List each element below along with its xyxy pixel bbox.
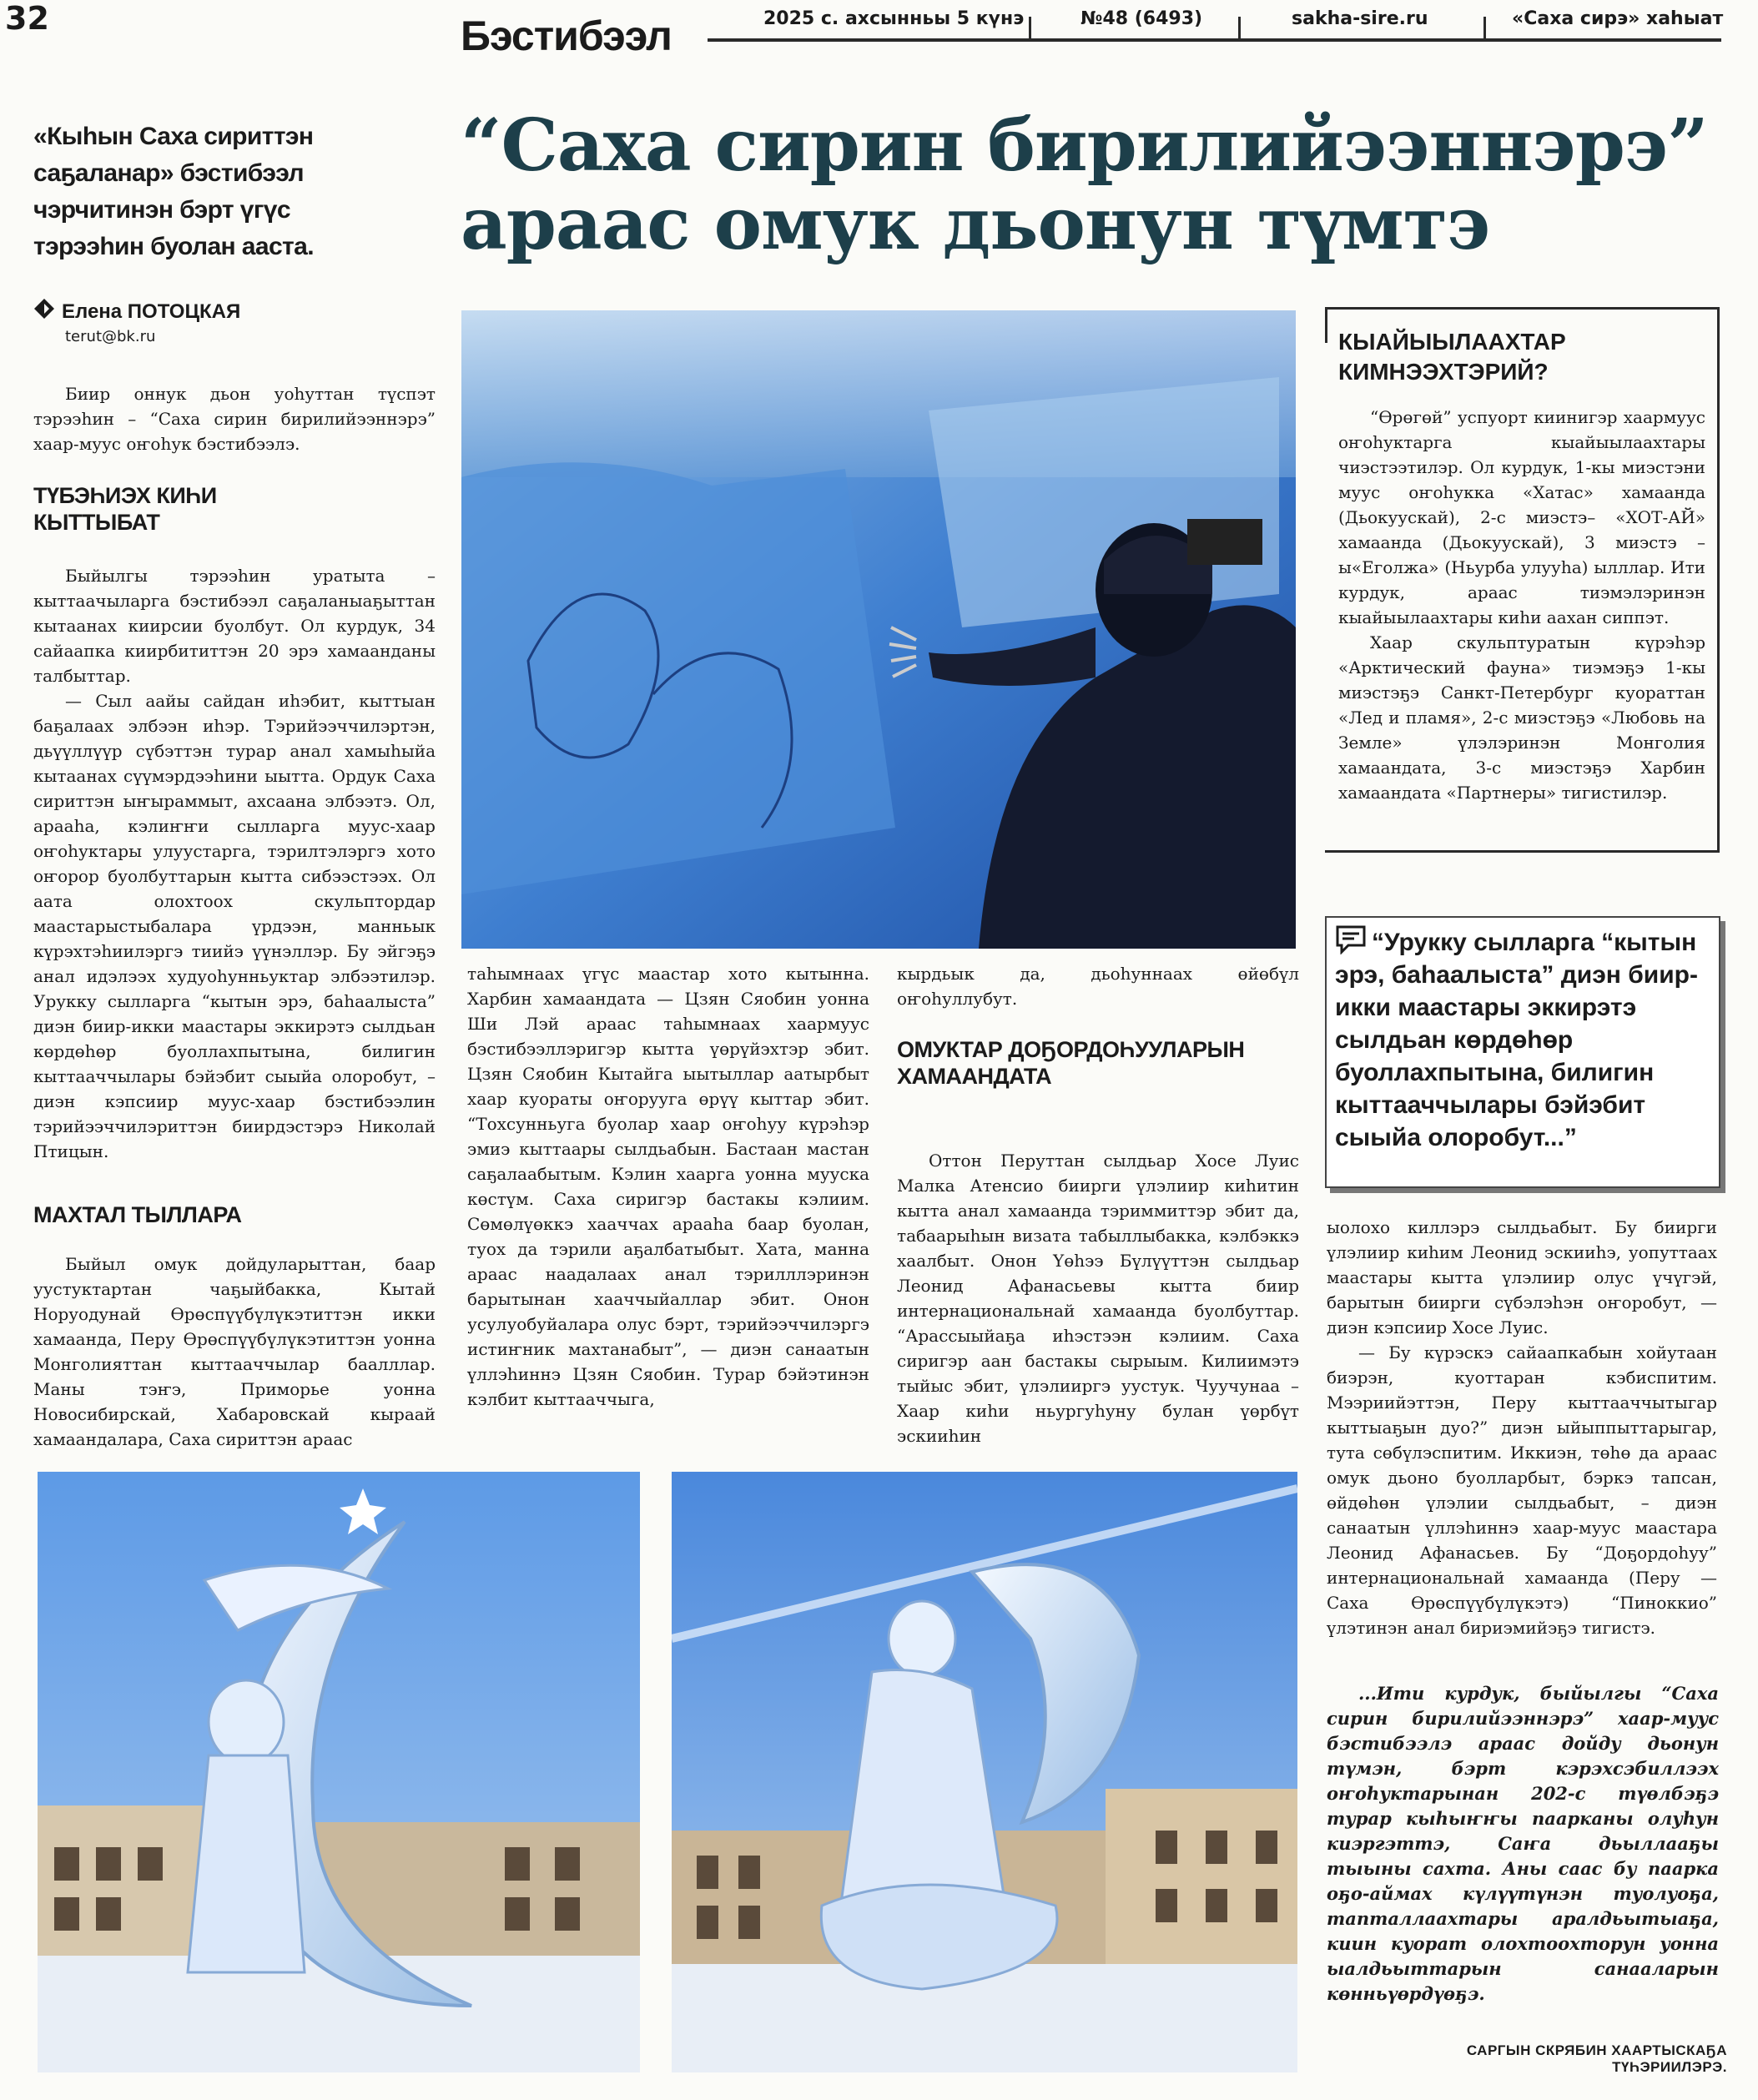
photo-credit: САРГЫН СКРЯБИН ХААРТЫСКАҔА ТҮҺЭРИИЛЭРЭ. [1466,2042,1727,2075]
site-link[interactable]: sakha-sire.ru [1292,8,1428,29]
column-1-continued: Быйыл омук дойдуларыттан, баар уустуктартан чаҕыйбакка, Кытай Норуодунай Өрөспүүбүлүкэтиттэн икки хамаанда, Перу Өрөспүүбүлүкэтиттэн уонна Монголияттан кыттааччылар баалллар. Маны тэҥэ, Приморье уонна Новосибирскай, Хабаровскай кыраай хамаандалара, Саха сириттэн араас [33,1254,436,1449]
sidebar-text: “Өрөгөй” успуорт киинигэр хаармуус оҥоһуктарга кыайыылаахтары чиэстээтилэр. Ол курдук, 1-кы миэстэни муус оҥоһукка «Хатас» хамаанда (Дьокуускай), 2-с миэстэ– «ХОТ-АЙ» хамаанда (Дьокуускай), 3 миэстэ – ы«Еголжа» (Ньурба улууһа) ылллар. Ити курдук, араас тиэмэлэринэн кыайыылаахтары киһи аахан сиппэт. Хаар скульптуратын күрэһэр «Арктический фауна» тиэмэҕэ 1-кы миэстэҕэ Санкт-Петербург куораттан «Лед и пламя», 2-с миэстэҕэ «Любовь на Земле» үлэлэринэн Монголия хамаандата, 3-с миэстэҕэ Харбин хамаандата «Партнеры» тигистилэр. [1338,407,1705,803]
subheading-2: МАХТАЛ ТЫЛЛАРА [33,1202,242,1227]
section-title: Бэстибээл [461,13,672,59]
article-lead: «Кыһын Саха сириттэн саҕаланар» бэстибээл чэрчитинэн бэрт үгүс тэрээһин буолан ааста. [33,123,314,260]
column-2-text: таһымнаах үгүс маастар хото кытынна. Харбин хамаандата — Цзян Сяобин уонна Ши Лэй араас таһымнаах хаармуус бэстибээллэригэр кытта үөрүйэхтэр эбит. Цзян Сяобин Кытайга ыытыллар аатырбыт хаар куораты оҥорууга өрүү кыттар эбит. “Тохсунньуга буолар хаар оҥоһуу күрэһэр эмиэ кыттаары сылдьабын. Бастаан мастан саҕалаабытым. Кэлин хаарга уонна мууска көстүм. Саха сиригэр бастакы кэлиим. Сөмөлүөккэ хааччах арааһа баар буолан, туох да тэрили аҕалбатыбыт. Хата, манна араас наадалаах анал тэрилллэринэн барытынан хааччыйаллар эбит. Онон усулуобуйалара олус бэрт, тэрийээччилэргэ истиҥник махтанабыт”, — диэн санаатын үллэһиннэ Цзян Сяобин. Турар бэйэтинэн кэлбит кыттааччыга, [467,964,869,1409]
supplement-name: «Саха сирэ» хаһыат [1512,8,1724,29]
header-rule [708,38,1721,42]
article-intro: Биир оннук дьон уоһуттан түспэт тэрээһин – “Саха сирин бирилийээннэрэ” хаар-муус оҥоһук бэстибээлэ. [33,384,436,454]
photo-ice-carver [461,310,1296,949]
pull-quote-text: “Урукку сылларга “кытын эрэ, баһаалыста” диэн биир-икки маастары эккирэтэ сылдьан көрдөһөр буоллахпытына, билигин кыттааччылары бэйэбит сыыйа олоробут...” [1335,929,1698,1151]
column-4-text: ыолохо киллэрэ сылдьабыт. Бу биирги үлэлиир киһим Леонид эскииһэ, уопуттаах маастары кытта үлэлиир олус үчүгэй, барытын биирги сүбэлэһэн оҥоробут, — диэн кэпсиир Хосе Луис. — Бу күрэскэ сайаапкабын хойутаан биэрэн, куоттаран кэбиспитим. Мээриийэттэн, Перу кыттааччытыгар кыттыаҕын дуо?” диэн ыйыппыттарыгар, тута сөбүлэспитим. Иккиэн, төһө да араас омук дьоно буолларбыт, бэркэ тапсан, өйдөһөн үлэлии сылдьабыт, – диэн санаатын үллэһиннэ хаар-муус маастара Леонид Афанасьев. Бу “Доҕордоһуу” интернациональнай хамаанда (Перу — Саха Өрөспүүбүлүкэтэ) “Пиноккио” үлэтинэн анал бириэмийэҕэ тигистэ. [1327,1217,1717,1638]
headline-line-2: араас омук дьонун түмтэ [461,182,1490,266]
subheading-3: ОМУКТАР ДОҔОРДОҺУУЛАРЫН ХАМААНДАТА [897,1037,1245,1089]
photo-ice-moon-sculpture [38,1472,640,2072]
photo-ice-angel-sculpture [672,1472,1297,2072]
issue-number: №48 (6493) [1080,8,1203,29]
diamond-icon [33,298,55,325]
article-ending: ...Ити курдук, быйылгы “Саха сирин бирилийээннэрэ” хаар-муус бэстибээлэ араас дойду дьонун түмэн, бэрт кэрэхсэбиллээх оҥоһуктарынан 202-с түөлбэҕэ турар кыһыҥҥы паарканы олуһун киэргэттэ, Саҥа дьыллааҕы тыыны сахта. Аны саас бу паарка оҕо-аймах күлүүтүнэн туолуоҕа, тапталлаахтары аралдьытыаҕа, киин куорат олохтоохторун уонна ыалдьыттарын санааларын көнньүөрдүөҕэ. [1327,1683,1719,2004]
page-number: 32 [5,0,49,37]
author-name: Елена ПОТОЦКАЯ [62,300,241,323]
column-3-continued: Оттон Перуттан сылдьар Хосе Луис Малка Атенсио биирги үлэлиир киһитин кытта анал хамаанда тэриммиттэр эбит да, табаарыһын визата табыллыбакка, кэлбэккэ хаалбыт. Онон Үөһээ Бүлүүттэн сылдьар Леонид Афанасьевы кытта биир интернациональнай хамаанда буолбуттар. “Арассыыйаҕа иһэстээн кэлиим. Саха сиригэр аан бастакы сырыым. Килиимэтэ тыйыс эбит, үлэлииргэ уустук. Чуучунаа – Хаар киһи ньургуһуну булан үөрбүт эскииһин [897,1151,1299,1446]
headline [461,103,1712,266]
header-separator [1238,17,1241,40]
subheading-1: ТҮБЭҺИЭХ КИҺИ КЫТТЫБАТ [33,483,217,535]
author-email[interactable]: terut@bk.ru [65,328,156,345]
header-separator [1029,17,1031,40]
sidebar-title: КЫАЙЫЫЛААХТАР КИМНЭЭХТЭРИЙ? [1338,329,1566,385]
header-separator [1483,17,1486,40]
column-3-text: кырдьык да, дьоһуннаах өйөбүл оҥоһуллубут. [897,964,1299,1009]
byline [33,298,240,325]
headline-line-1: “Саха сирин бирилийээннэрэ” [461,103,1708,188]
column-1-text: Быйылгы тэрээһин уратыта – кыттаачыларга бэстибээл саҕаланыаҕыттан кытаанах киирсии буолбут. Ол курдук, 34 сайаапка киирбититтэн 20 эрэ хамаанданы талбыттар. — Сыл аайы сайдан иһэбит, кыттыан баҕалаах элбээн иһэр. Тэрийээччилэртэн, дьүүллүүр сүбэттэн турар анал хамыһыйа кытаанах сүүмэрдээһини ыытта. Ордук Саха сириттэн ыҥыраммыт, ахсаана элбээтэ. Ол, арааһа, кэлиҥҥи сылларга муус-хаар оҥоһуктары улуустарга, тэрилтэлэргэ хото оҥорор буолбуттарын кытта сибээстээх. Ол аата олохтоох скульптордар маастарыстыбалара үрдээн, манньык күрэхтэһиилэргэ тиийэ үүнэллэр. Бу эйгэҕэ анал идэлээх худуоһунньуктар элбээтилэр. Урукку сылларга “кытын эрэ, баһаалыста” диэн биир-икки маастары эккирэтэ сылдьан көрдөһөр буоллахпытына, билигин кыттааччылары бэйэбит сыыйа олоробут, – диэн кэпсиир муус-хаар бэстибээлин тэрийээччилэриттэн биирдэстэрэ Николай Птицын. [33,566,436,1161]
issue-date: 2025 с. ахсынньы 5 күнэ [763,8,1025,29]
